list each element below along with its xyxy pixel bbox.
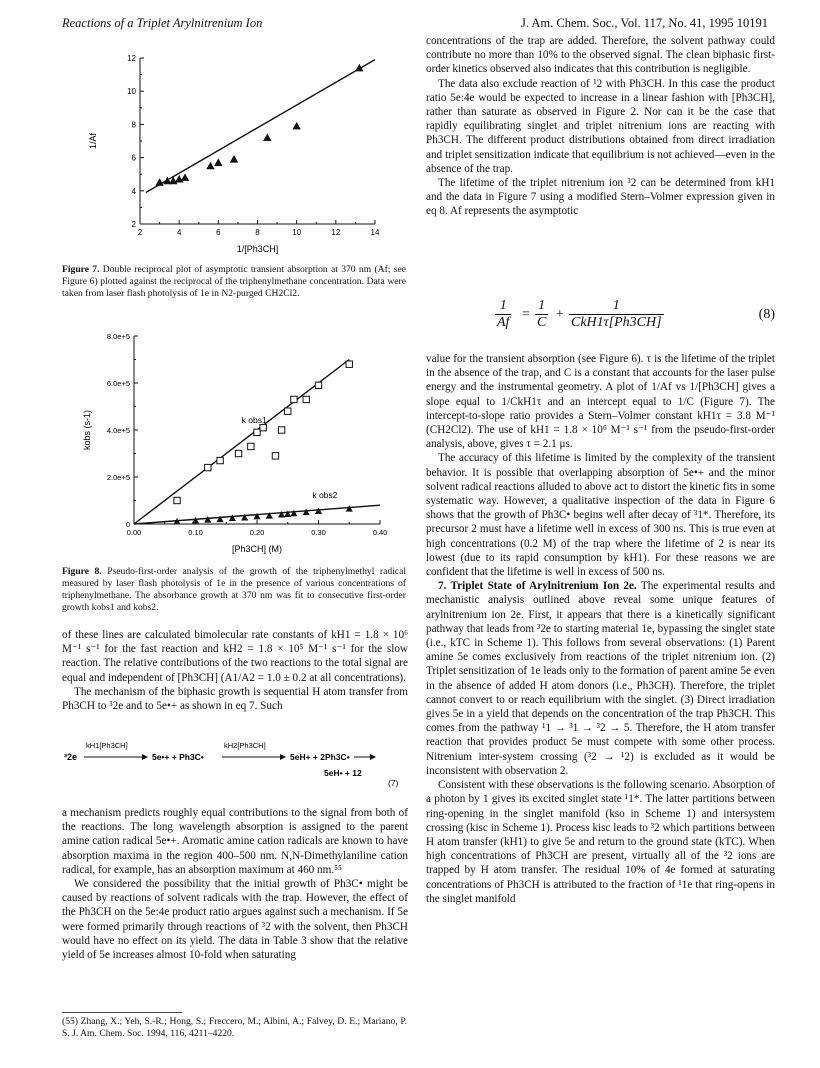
kobs1-point [254,429,260,435]
y-tick-label: 2.0e+5 [106,473,130,482]
data-point [263,133,271,141]
eq8-lhs-num: 1 [495,298,511,315]
kobs1-point [235,450,241,456]
paragraph: value for the transient absorption (see Figure 6). τ is the lifetime of the triplet in the absence of the trap, and C is a constant that accounts for the laser pulse energy and the instrumental geometry. A plot of 1/Af vs 1/[Ph3CH] gives a slope equal to 1/CkH1τ and an intercept equal to 1/C (Figure 7). The intercept-to-slope ratio provides a Stern–Volmer constant kH1τ = 3.8 M⁻¹ (CH2Cl2). The use of kH1 = 1.8 × 10⁶ M⁻¹ s⁻¹ from the pseudo-first-order analysis, above, gives τ = 2.1 μs. [426,353,775,451]
data-point [292,122,300,130]
x-axis-label: 1/[Ph3CH] [236,244,279,254]
kobs2-point [204,516,211,522]
kobs1-point [205,464,211,470]
eq7-k2: kH2[Ph3CH] [224,741,266,750]
series-label-kobs2: k obs2 [312,490,338,501]
data-point [181,173,189,181]
kobs1-point [346,361,352,367]
eq8-lhs-den: Af [497,315,510,330]
x-tick-label: 0.30 [311,528,326,537]
footnote-55: (55) Zhang, X.; Yeh, S.-R.; Hong, S.; Freccero, M.; Albini, A.; Falvey, D. E.; Mariano, P. S. J. Am. Chem. Soc. 1994, 116, 4211–4220. [62,1016,407,1039]
kobs1-point [285,408,291,414]
eq7-reactant: ³2e [64,752,78,762]
x-tick-label: 8 [255,228,260,237]
y-tick-label: 4 [131,186,136,196]
kobs1-point [303,396,309,402]
x-tick-label: 0.00 [126,528,142,537]
figure7-caption-text: Double reciprocal plot of asymptotic transient absorption at 370 nm (Af; see Figure 6) plotted against the reciprocal of the triphenylmethane concentration. Data were taken from laser flash photolysis of 1e in N2-purged CH2Cl2. [62,264,406,299]
eq8-c-num: 1 [535,298,548,315]
eq8-plus: + [555,307,565,322]
kobs2-point [303,509,310,515]
paragraph: Consistent with these observations is the following scenario. Absorption of a photon by 1 gives its excited singlet state ¹1*. The latter partitions between ring-opening in the singlet manifold (kso in Scheme 1) and intersystem crossing (kisc in Scheme 1). Process kisc leads to ³2 which partitions between H atom transfer (kH1) to give 5e and return to the ground state (kTC). When high concentrations of Ph3CH are present, virtually all of the ³2 ions are trapped by H atom transfer. The residual 10% of 4e formed at saturating concentrations of Ph3CH is attributed to the fraction of ¹1e that ring-opens in the singlet manifold [426,779,775,905]
eq8-slope-term [569,298,664,331]
paragraph: The accuracy of this lifetime is limited by the complexity of the transient behavior. It is possible that overlapping absorption of 5e•+ and the minor solvent radical reactions alluded to above act to distort the kinetic fits in some systematic way. However, a qualitative inspection of the data in Figure 6 shows that the growth of Ph3C• begins well after decay of ³1*. Therefore, its precursor 2 must have a lifetime well in excess of 300 ns. This is true even at high concentrations (0.2 M) of the trap where the lifetime of 2 is near its lowest (due to its rapid consumption by kH1). For these reasons we are confident that the lifetime is well in excess of 500 ns. [426,452,775,579]
paragraph: of these lines are calculated bimolecular rate constants of kH1 = 1.8 × 10⁶ M⁻¹ s⁻¹ for the fast reaction and kH2 = 1.8 × 10⁵ M⁻¹ s⁻¹ for the slow reaction. The relative contributions of the two reactions to the total signal are equal and independent of [Ph3CH] (A1/A2 = 1.0 ± 0.2 at all concentrations). [62,629,408,684]
eq8-lhs [495,298,511,331]
eq8-r-num: 1 [569,298,664,315]
paragraph: The lifetime of the triplet nitrenium ion ³2 can be determined from kH1 and the data in Figure 7 using a modified Stern–Volmer expression given in eq 8. Af represents the asymptotic [426,177,775,218]
right-column-lower [426,352,775,906]
x-tick-label: 0.20 [249,528,265,537]
y-tick-label: 12 [127,54,136,63]
x-tick-label: 2 [137,228,143,237]
kobs1-point [260,424,266,430]
eq8-c-den: C [537,315,547,330]
y-axis-label: 1/Af [88,132,98,150]
data-point [230,155,238,163]
data-point [214,158,222,166]
paragraph: The experimental results and mechanistic analysis outlined above reveal some unique features of arylnitrenium ion 2e. First, it appears that there is a kinetically significant pathway that leads from ³2e to starting material 1e, bypassing the singlet state (i.e., kTC in Scheme 1). This follows from several observations: (1) Parent amine 5e comes exclusively from reactions of the triplet nitrenium ion. (2) Triplet sensitization of 1e leads only to the formation of parent amine 5e even in the absence of added H atom donors (i.e., Ph3CH). Therefore, the triplet cannot convert to or reach equilibrium with the singlet. (3) Direct irradiation gives 5e in a yield that depends on the concentration of the trap Ph3CH. This comes from the pathway ¹1 → ³1 → ³2 → 5. Therefore, the H atom transfer reaction that provides product 5e must compete with some other process. Nitrenium inter-system crossing (³2 → ¹2) is excluded as it would be inconsistent with observation 2. [426,580,775,777]
kobs1-point [272,453,278,459]
eq7-k1: kH1[Ph3CH] [86,741,128,750]
y-tick-label: 6.0e+5 [106,379,130,388]
fit-line [146,60,375,193]
running-head-title: Reactions of a Triplet Arylnitrenium Ion [62,16,263,30]
paragraph: a mechanism predicts roughly equal contributions to the signal from both of the reactions. The long wavelength absorption is assigned to the parent amine cation radical 5e•+. Aromatic amine cation radicals are known to have absorption maxima in the region 400–500 nm. N,N-Dimethylaniline cation radical, for example, has an absorption maximum at 460 nm.⁵⁵ [62,807,408,876]
y-tick-label: 4.0e+5 [106,426,130,435]
section-heading: 7. Triplet State of Arylnitrenium Ion 2e. [438,580,637,593]
figure7-chart [80,48,400,258]
series-label-kobs1: k obs1 [241,414,267,425]
paragraph: concentrations of the trap are added. Therefore, the solvent pathway could contribute no more than 10% to the observed signal. The clean biphasic first-order kinetics observed also indicates that this contribution is negligible. [426,35,775,76]
kobs1-point [315,382,321,388]
kobs1-point [248,443,254,449]
eq8-number: (8) [758,307,775,322]
footnote-rule [62,1012,182,1013]
figure8-caption-text: Pseudo-first-order analysis of the growth of the triphenylmethyl radical measured by laser flash photolysis of 1e in the presence of various concentrations of triphenylmethane. The absorbance growth at 370 nm was fit to consecutive first-order growth kobs1 and kobs2. [62,566,406,613]
x-tick-label: 12 [331,228,341,237]
kobs1-point [291,396,297,402]
figure8-caption [62,566,406,614]
paragraph: The data also exclude reaction of ¹2 with Ph3CH. In this case the product ratio 5e:4e would be expected to increase in a linear fashion with [Ph3CH], rather than saturate as observed in Figure 2. Nor can it be the case that rapidly equilibrating singlet and triplet nitrenium ions are reacting with Ph3CH. The different product distributions obtained from direct irradiation and triplet sensitization indicate that equilibrium is not achieved—even in the absence of the trap. [426,77,775,175]
left-column-lower [62,806,408,962]
eq8-equals: = [521,307,531,322]
kobs1-point [217,457,223,463]
x-tick-label: 0.40 [372,528,388,537]
x-tick-label: 14 [370,228,380,237]
y-axis-label: kobs (s-1) [82,409,92,451]
eq8-r-den: CkH1τ[Ph3CH] [571,315,662,330]
kobs1-point [174,497,180,503]
left-column-upper [62,628,408,713]
x-tick-label: 0.10 [188,528,203,537]
y-tick-label: 6 [131,153,136,163]
equation-8 [455,296,775,340]
y-tick-label: 2 [131,220,136,229]
y-tick-label: 0 [125,520,130,529]
kobs2-point [229,515,236,521]
paragraph: We considered the possibility that the initial growth of Ph3C• might be caused by reactions of solvent radicals with the trap. However, the effect of the Ph3CH on the 5e:4e product ratio argues against such a mechanism. If 5e were formed primarily through reactions of ³2 with the solvent, then Ph3CH would have no effect on its yield. The data in Table 3 show that the relative yield of 5e increases almost 10-fold when saturating [62,878,408,962]
x-tick-label: 4 [176,228,182,237]
kobs2-point [290,510,297,516]
y-tick-label: 8.0e+5 [106,332,130,341]
eq8-intercept [535,298,548,331]
y-tick-label: 8 [131,120,136,130]
y-tick-label: 10 [127,87,136,97]
figure7-caption [62,264,406,300]
data-point [206,162,214,170]
eq7-number: (7) [388,778,399,788]
figure8-caption-label: Figure 8. [62,566,102,577]
paragraph: The mechanism of the biphasic growth is sequential H atom transfer from Ph3CH to ³2e and to 5e•+ as shown in eq 7. Such [62,685,408,713]
figure7-caption-label: Figure 7. [62,264,100,275]
eq7-intermediate: 5e•+ + Ph3C• [152,752,204,762]
x-tick-label: 10 [292,228,302,237]
right-column-upper [426,34,775,219]
eq7-product: 5eH+ + 2Ph3C• [290,752,350,762]
x-axis-label: [Ph3CH] (M) [231,544,283,554]
x-tick-label: 6 [216,228,221,237]
kobs1-point [278,427,284,433]
running-head-journal: J. Am. Chem. Soc., Vol. 117, No. 41, 1995 10191 [520,16,768,30]
equation-7 [62,738,408,790]
eq7-final: 5eH• + 12 [324,768,362,778]
figure8-chart [70,328,406,560]
